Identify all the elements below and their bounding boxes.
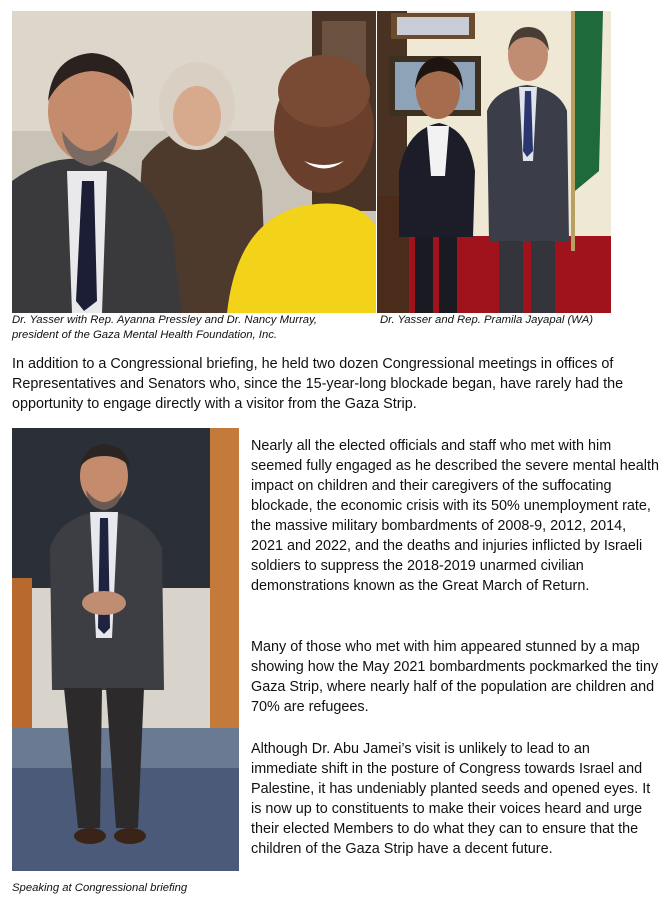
body-paragraph-2: Many of those who met with him appeared stunned by a map showing how the May 2021 bombardments pockmarked the tiny Gaza Strip, where nearly half of the population are children and 70% are refugees. [251,639,659,715]
photo-briefing [12,428,239,871]
caption-photo-3: Speaking at Congressional briefing [12,882,188,894]
caption-photo-2: Dr. Yasser and Rep. Pramila Jayapal (WA) [380,314,594,326]
caption-line: Dr. Yasser with Rep. Ayanna Pressley and Dr. Nancy Murray, [12,314,318,326]
body-paragraph-3: Although Dr. Abu Jamei’s visit is unlikely to lead to an immediate shift in the posture of Congress towards Israel and Palestine, it has undeniably planted seeds and opened eyes. It is now up to constituents to make their voices heard and urge their elected Members to do what they can to ensure that the children of the Gaza Strip have a decent future. [251,741,651,857]
photo-jayapal [377,11,611,313]
caption-photo-1 [12,313,382,343]
body-paragraph-1: Nearly all the elected officials and staff who met with him seemed fully engaged as he described the severe mental health impact on children and their caregivers of the suffocating blockade, the economic crisis with its 50% unemployment rate, the massive military bombardments of 2008-9, 2012, 2014, 2021 and 2022, and the deaths and injuries inflicted by Israeli soldiers to suppress the 2018-2019 unarmed civilian demonstrations known as the Great March of Return. [251,438,659,594]
intro-paragraph: In addition to a Congressional briefing, he held two dozen Congressional meetings in offices of Representatives and Senators who, since the 15-year-long blockade began, have rarely had the opportunity to engage directly with a visitor from the Gaza Strip. [12,356,624,412]
caption-line: president of the Gaza Mental Health Foundation, Inc. [12,329,278,341]
photo-selfie-pressley-murray [12,11,376,313]
